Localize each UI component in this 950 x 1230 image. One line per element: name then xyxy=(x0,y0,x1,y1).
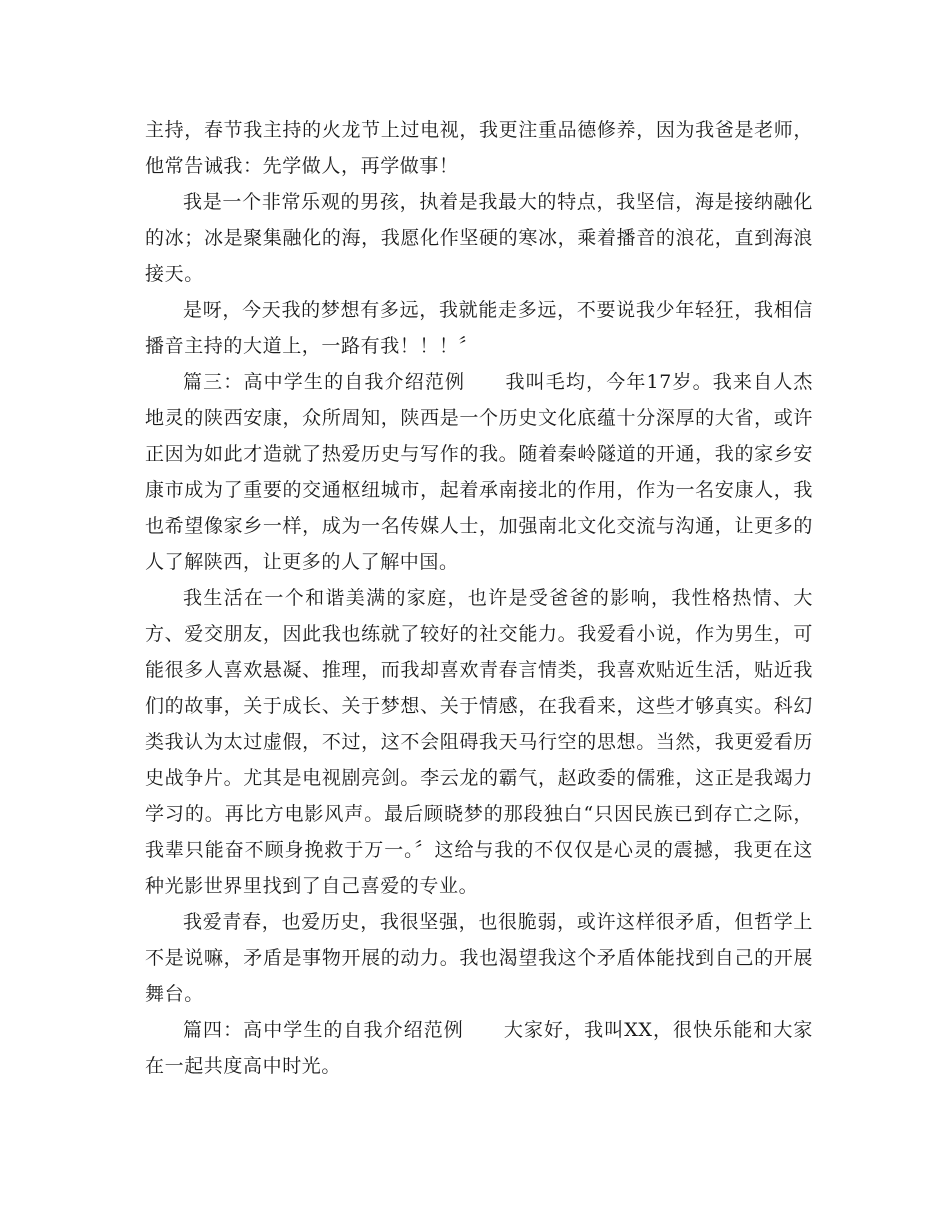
paragraph-family-hobbies: 我生活在一个和谐美满的家庭，也许是受爸爸的影响，我性格热情、大方、爱交朋友，因此我也练就了较好的社交能力。我爱看小说，作为男生，可能很多人喜欢悬凝、推理，而我却喜欢青春言情类，我喜欢贴近生活，贴近我们的故事，关于成长、关于梦想、关于情感，在我看来，这些才够真实。科幻类我认为太过虚假，不过，这不会阻碍我天马行空的思想。当然，我更爱看历史战争片。尤其是电视剧亮剑。李云龙的霸气，赵政委的儒雅，这正是我竭力学习的。再比方电影风声。最后顾晓梦的那段独白“只因民族已到存亡之际，我辈只能奋不顾身挽救于万一。〞这给与我的不仅仅是心灵的震撼，我更在这种光影世界里找到了自己喜爱的专业。 xyxy=(145,587,813,897)
paragraph-section-four: 篇四：高中学生的自我介绍范例 大家好，我叫XX，很快乐能和大家在一起共度高中时光。 xyxy=(145,1019,813,1077)
paragraph-dream: 是呀，今天我的梦想有多远，我就能走多远，不要说我少年轻狂，我相信播音主持的大道上，一路有我！！！〞 xyxy=(145,299,813,357)
body-text xyxy=(145,112,813,1084)
paragraph-section-three: 篇三：高中学生的自我介绍范例 我叫毛均，今年17岁。我来自人杰地灵的陕西安康，众所周知，陕西是一个历史文化底蕴十分深厚的大省，或许正因为如此才造就了热爱历史与写作的我。随着秦岭隧道的开通，我的家乡安康市成为了重要的交通枢纽城市，起着承南接北的作用，作为一名安康人，我也希望像家乡一样，成为一名传媒人士，加强南北文化交流与沟通，让更多的人了解陕西，让更多的人了解中国。 xyxy=(145,371,813,573)
paragraph-continued-intro: 主持，春节我主持的火龙节上过电视，我更注重品德修养，因为我爸是老师，他常告诫我：先学做人，再学做事！ xyxy=(145,119,813,177)
paragraph-youth-history: 我爱青春，也爱历史，我很坚强，也很脆弱，或许这样很矛盾，但哲学上不是说嘛，矛盾是事物开展的动力。我也渴望我这个矛盾体能找到自己的开展舞台。 xyxy=(145,911,813,1005)
paragraph-optimistic-boy: 我是一个非常乐观的男孩，执着是我最大的特点，我坚信，海是接纳融化的冰；冰是聚集融化的海，我愿化作坚硬的寒冰，乘着播音的浪花，直到海浪接天。 xyxy=(145,191,813,285)
